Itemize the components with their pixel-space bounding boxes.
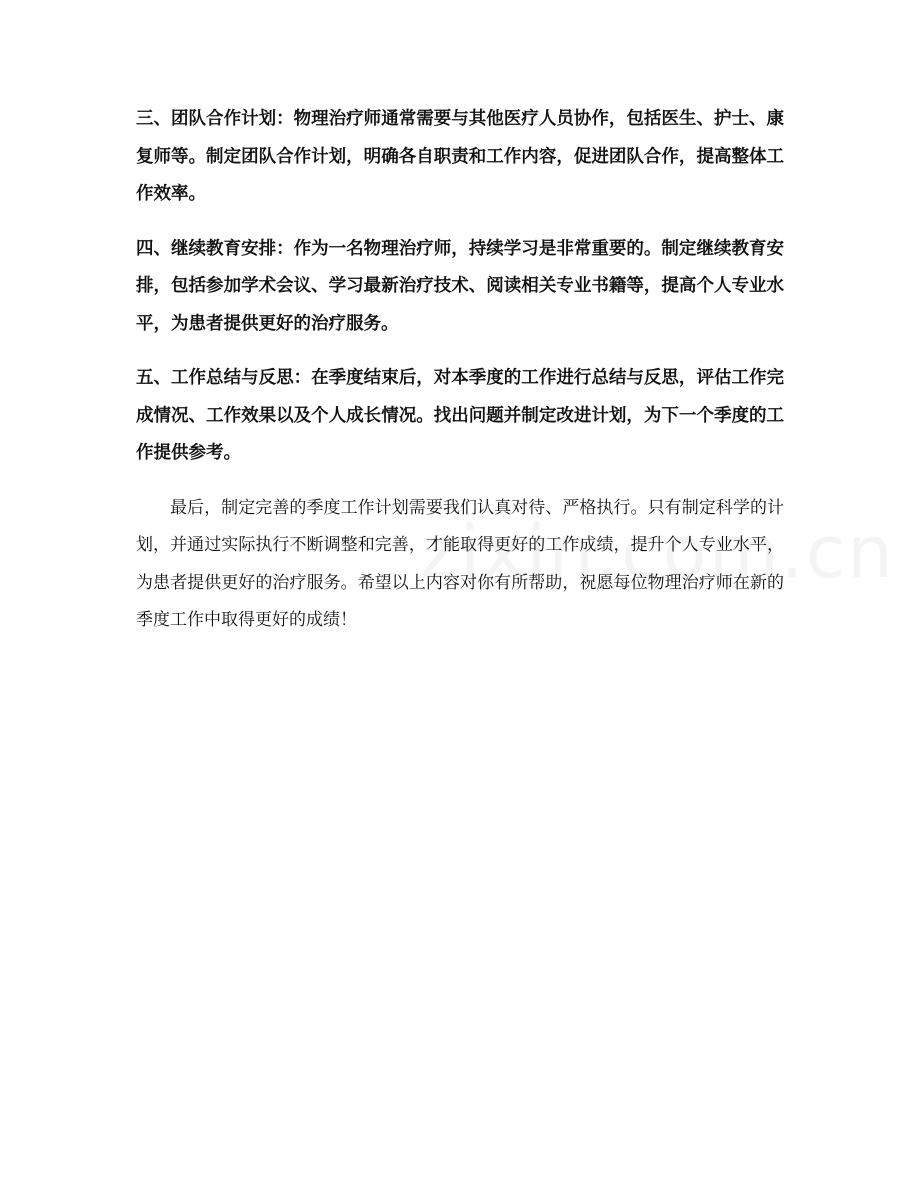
document-body <box>136 101 784 640</box>
closing-paragraph: 最后，制定完善的季度工作计划需要我们认真对待、严格执行。只有制定科学的计划，并通过实际执行不断调整和完善，才能取得更好的工作成绩，提升个人专业水平，为患者提供更好的治疗服务。希望以上内容对你有所帮助，祝愿每位物理治疗师在新的季度工作中取得更好的成绩！ <box>136 497 784 630</box>
section-four-continuing-education: 四、继续教育安排：作为一名物理治疗师，持续学习是非常重要的。制定继续教育安排，包括参加学术会议、学习最新治疗技术、阅读相关专业书籍等，提高个人专业水平，为患者提供更好的治疗服务。 <box>136 238 784 334</box>
section-three-team-cooperation: 三、团队合作计划：物理治疗师通常需要与其他医疗人员协作，包括医生、护士、康复师等。制定团队合作计划，明确各自职责和工作内容，促进团队合作，提高整体工作效率。 <box>136 109 784 204</box>
section-five-work-summary: 五、工作总结与反思：在季度结束后，对本季度的工作进行总结与反思，评估工作完成情况、工作效果以及个人成长情况。找出问题并制定改进计划，为下一个季度的工作提供参考。 <box>136 368 784 463</box>
